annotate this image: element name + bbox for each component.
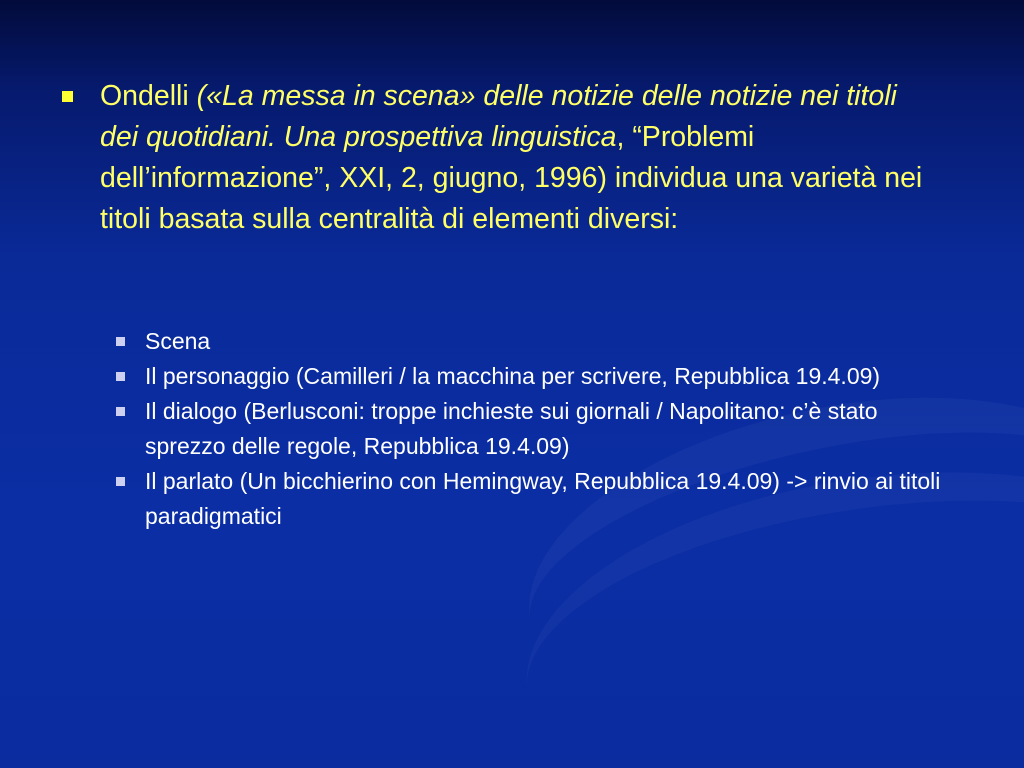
sub-bullet-text: Il dialogo (Berlusconi: troppe inchieste sui giornali / Napolitano: c’è stato sprezzo delle regole, Repubblica 19.4.09) xyxy=(145,398,878,459)
main-continuation: individua una varietà nei titoli basata sulla centralità di elementi diversi: xyxy=(100,162,923,235)
square-bullet-icon xyxy=(116,337,125,346)
sub-bullet-list xyxy=(114,324,964,534)
sub-bullet-scena xyxy=(114,324,964,359)
author-name: Ondelli xyxy=(100,80,189,112)
sub-bullet-text: Il parlato (Un bicchierino con Hemingway, Repubblica 19.4.09) -> rinvio ai titoli paradigmatici xyxy=(145,468,941,529)
citation-title: («La messa in scena» delle notizie delle notizie nei titoli dei quotidiani. Una prospettiva linguistica xyxy=(100,80,897,153)
citation-details: , “Problemi dell’informazione”, XXI, 2, giugno, 1996) xyxy=(100,121,755,194)
square-bullet-icon xyxy=(116,407,125,416)
sub-bullet-text: Scena xyxy=(145,328,211,354)
main-bullet-point xyxy=(62,76,942,240)
sub-bullet-parlato xyxy=(114,464,964,534)
sub-bullet-text: Il personaggio (Camilleri / la macchina per scrivere, Repubblica 19.4.09) xyxy=(145,363,881,389)
square-bullet-icon xyxy=(116,372,125,381)
sub-bullet-dialogo xyxy=(114,394,964,464)
square-bullet-icon xyxy=(62,91,73,102)
square-bullet-icon xyxy=(116,477,125,486)
main-bullet-text xyxy=(100,76,942,240)
sub-bullet-personaggio xyxy=(114,359,964,394)
